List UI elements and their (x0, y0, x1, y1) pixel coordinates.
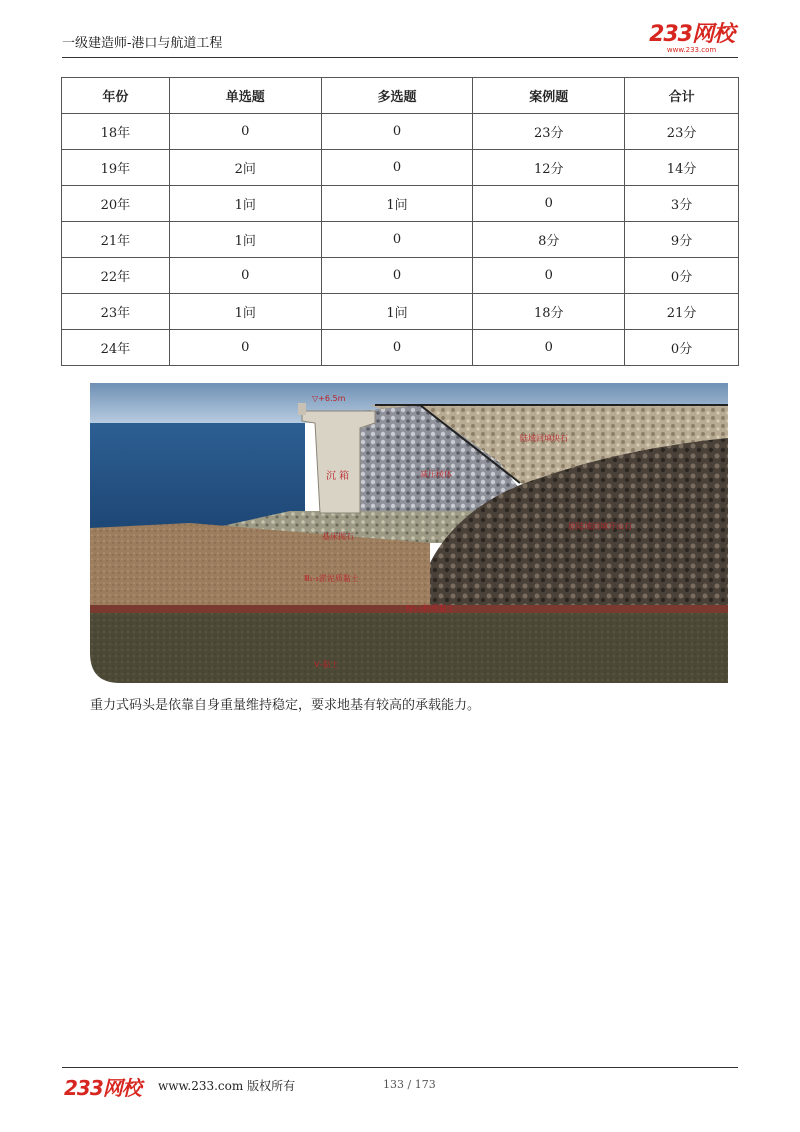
table-header-row (62, 78, 739, 114)
table-cell: 1问 (169, 222, 321, 258)
label-original-fill: 原陆域回填开山石 (568, 522, 632, 531)
label-land-backfill: 陆域回填块石 (520, 434, 568, 443)
table-cell: 18分 (473, 294, 625, 330)
table-cell: 21分 (625, 294, 739, 330)
col-header-single: 单选题 (169, 78, 321, 114)
label-elevation: ▽+6.5m (312, 394, 346, 403)
table-cell: 0 (169, 258, 321, 294)
table-cell: 0 (321, 114, 473, 150)
label-layer-3: Ⅲ₁-₂淤泥质黏土 (304, 574, 359, 583)
table-cell: 20年 (62, 186, 170, 222)
table-row (62, 114, 739, 150)
table-cell: 0 (473, 186, 625, 222)
clay-layer (90, 613, 728, 683)
label-caisson: 沉 箱 (326, 471, 350, 482)
label-bedding: 基床抛石 (322, 532, 354, 541)
label-layer-5: Ⅴ-黏土 (314, 660, 339, 669)
header-logo-sub: www.233.com (666, 46, 717, 54)
table-cell: 9分 (625, 222, 739, 258)
table-cell: 0 (321, 258, 473, 294)
page-number: 133 / 173 (383, 1078, 436, 1091)
table-cell: 0 (321, 150, 473, 186)
table-cell: 3分 (625, 186, 739, 222)
table-cell: 19年 (62, 150, 170, 186)
table-cell: 1问 (321, 186, 473, 222)
table-row (62, 222, 739, 258)
table-row (62, 258, 739, 294)
table-cell: 1问 (169, 294, 321, 330)
table-cell: 18年 (62, 114, 170, 150)
table-cell: 14分 (625, 150, 739, 186)
col-header-multi: 多选题 (321, 78, 473, 114)
table-cell: 23分 (473, 114, 625, 150)
header-title: 一级建造师-港口与航道工程 (62, 36, 223, 51)
exam-stats-table (61, 77, 739, 366)
col-header-total: 合计 (625, 78, 739, 114)
table-row (62, 330, 739, 366)
table-cell: 0 (321, 330, 473, 366)
table-cell: 23年 (62, 294, 170, 330)
table-cell: 0分 (625, 258, 739, 294)
table-row (62, 150, 739, 186)
table-cell: 0分 (625, 330, 739, 366)
figure-caption: 重力式码头是依靠自身重量维持稳定，要求地基有较高的承载能力。 (90, 698, 481, 713)
label-relief-prism: 减压棱体 (420, 470, 452, 479)
table-cell: 0 (473, 258, 625, 294)
header-rule (62, 57, 738, 58)
quay-cross-section-figure (90, 383, 728, 683)
table-cell: 0 (321, 222, 473, 258)
table-row (62, 186, 739, 222)
label-layer-4: Ⅳ₁-₂粉质黏土 (406, 604, 455, 613)
table-row (62, 294, 739, 330)
page-header (62, 22, 738, 58)
table-cell: 23分 (625, 114, 739, 150)
table-cell: 12分 (473, 150, 625, 186)
table-cell: 1问 (321, 294, 473, 330)
header-logo-main: 233网校 (649, 22, 734, 47)
table-cell: 8分 (473, 222, 625, 258)
table-cell: 22年 (62, 258, 170, 294)
table-cell: 0 (169, 114, 321, 150)
col-header-case: 案例题 (473, 78, 625, 114)
footer-rule (62, 1067, 738, 1068)
bollard (298, 403, 306, 415)
table-cell: 24年 (62, 330, 170, 366)
table-cell: 21年 (62, 222, 170, 258)
header-logo (649, 24, 734, 54)
table-cell: 0 (169, 330, 321, 366)
footer-logo: 233网校 (64, 1076, 141, 1100)
quay-cross-section-svg (90, 383, 728, 683)
table-cell: 0 (473, 330, 625, 366)
table-cell: 1问 (169, 186, 321, 222)
col-header-year: 年份 (62, 78, 170, 114)
table-cell: 2问 (169, 150, 321, 186)
footer-site: www.233.com 版权所有 (158, 1079, 296, 1093)
